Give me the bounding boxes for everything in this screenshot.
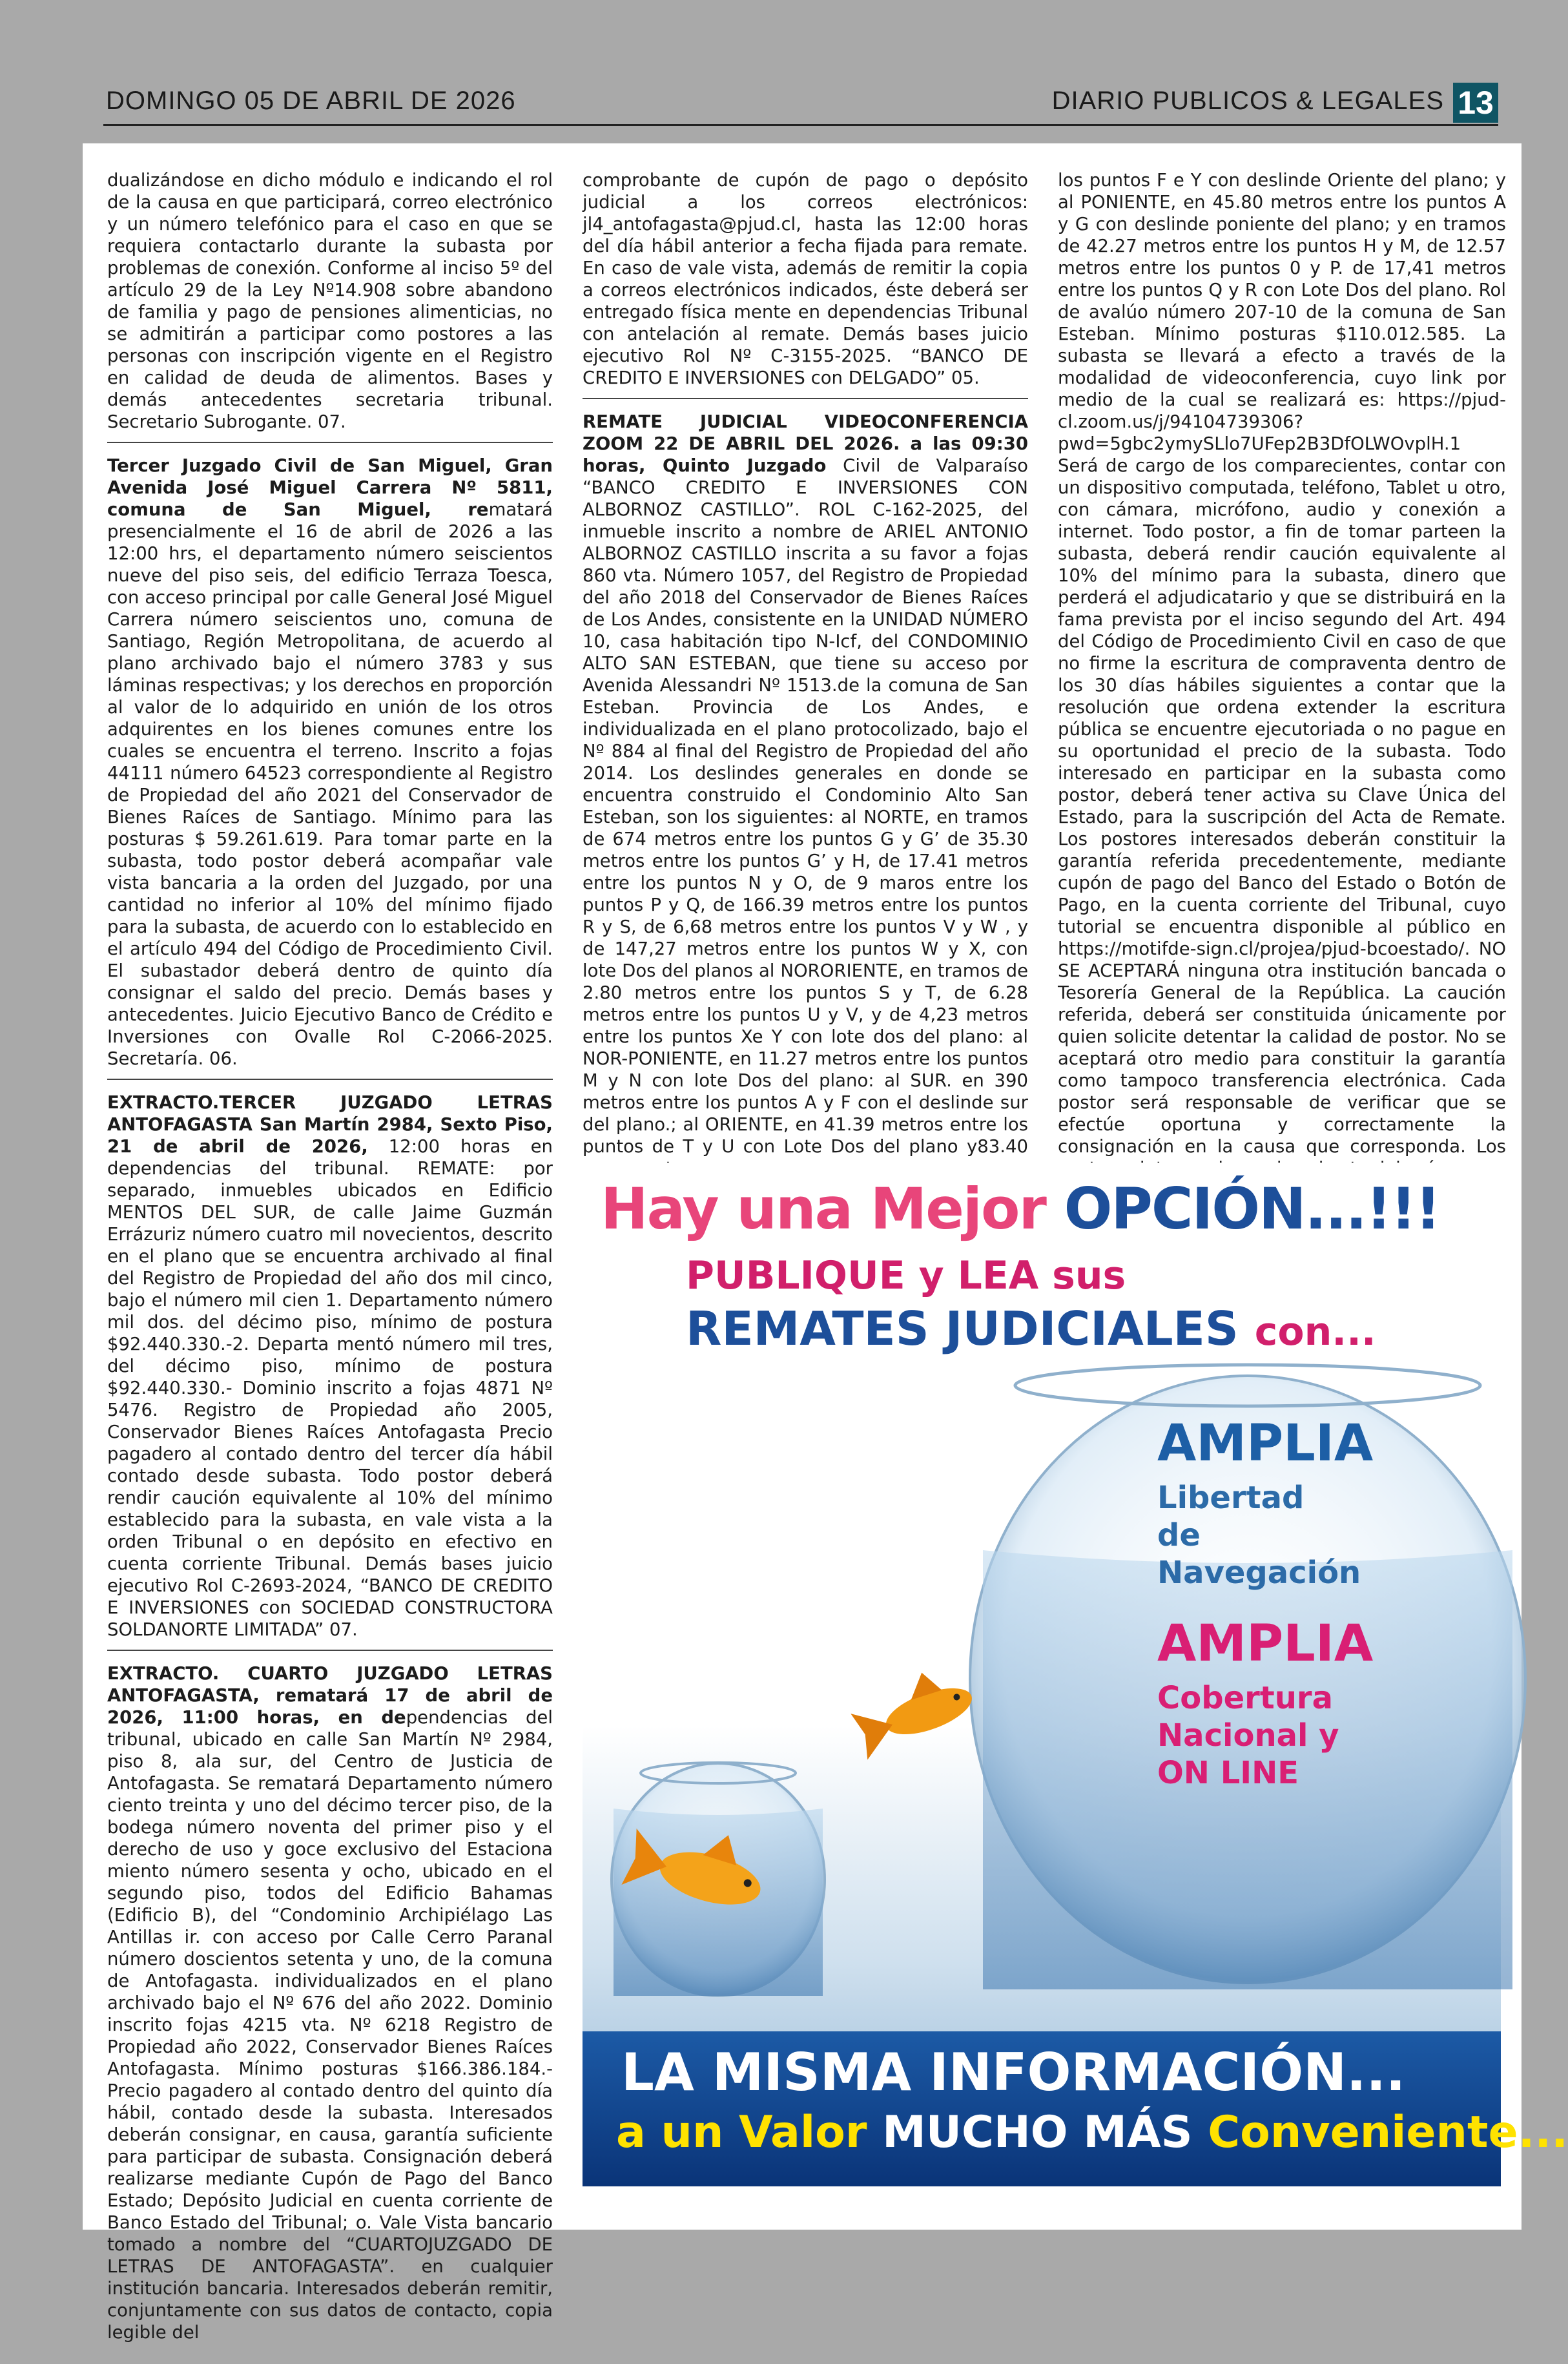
column-3: [1058, 169, 1506, 1200]
notice-continuation: los puntos F e Y con deslinde Oriente del plano; y al PONIENTE, en 45.80 metros entre los puntos A y G con deslinde poniente del plano; y en tramos de 42.27 metros entre los puntos H y M, de 12.57 metros entre los puntos 0 y P. de 17,41 metros entre los puntos Q y R con Lote Dos del plano. Rol de avalúo número 207-10 de la comuna de San Esteban. Mínimo posturas $110.012.585. La subasta se llevará a efecto a través de la modalidad de videoconferencia, cuyo link por medio de la cual se realizará es: https://pjud-cl.zoom.us/j/94104739306?pwd=5gbc2ymySLlo7UFep2B3DfOLWOvplH.1 Será de cargo de los comparecientes, contar con un dispositivo computada, teléfono, Tablet u otro, con cámara, micrófono, audio y conexión a internet. Todo postor, a fin de tomar parteen la subasta, deberá rendir caución equivalente al 10% del mínimo para la subasta, dinero que perderá el adjudicatario y que se distribuirá en la fama prevista por el inciso segundo del Art. 494 del Código de Procedimiento Civil en caso de que no firme la escritura de compraventa dentro de los 30 días hábiles siguientes a contar que la resolución que ordena extender la escritura pública se encuentre ejecutoriada o no pague en su oportunidad el precio de la subasta. Todo interesado en participar en la subasta como postor, deberá tener activa su Clave Única del Estado, para la suscripción del Acta de Remate. Los postores interesados deberán constituir la garantía referida precedentemente, mediante cupón de pago del Banco del Estado o Botón de Pago, en la cuenta corriente del Tribunal, cuyo tutorial se encuentra disponible al público en https://motifde-sign.cl/projea/pjud-bcoestado/. NO SE ACEPTARÁ ninguna otra institución bancada o Tesorería General de la República. La caución referida, deberá ser constituida únicamente por quien solicite detentar la calidad de postor. No se aceptará otro medio para constituir la garantía como tampoco transferencia electrónica. Cada postor será responsable de verificar que se efectúe oportuna y correctamente la consignación en la causa que corresponda. Los: [1058, 170, 1506, 1157]
page-number-badge: 13: [1453, 83, 1498, 123]
amplia-1-sub: Libertad de Navegación: [1157, 1480, 1361, 1591]
amplia-2: AMPLIA: [1157, 1615, 1374, 1673]
notice-remate-videoconferencia: REMATE JUDICIAL VIDEOCONFERENCIA ZOOM 22 DE ABRIL DEL 2026. a las 09:30 horas, Quinto Juzgado Civil de Valparaíso “BANCO CREDITO E INVERSIONES CON ALBORNOZ CASTILLO”. ROL C-162-2025, del inmueble inscrito a nombre de ARIEL ANTONIO ALBORNOZ CASTILLO inscrita a su favor a fojas 860 vta. Número 1057, del Registro de Propiedad del año 2018 del Conservador de Bienes Raíces de Los Andes, consistente en la UNIDAD NÚMERO 10, casa habitación tipo N-Icf, del CONDOMINIO ALTO SAN ESTEBAN, que tiene su acceso por Avenida Alessandri Nº 1513.de la comuna de San Esteban. Provincia de Los Andes, e individualizada en el plano protocolizado, bajo el Nº 884 al final del Registro de Propiedad del año 2014. Los deslindes generales en donde se encuentra construido el Condominio Alto San Esteban, son los siguientes: al NORTE, en tramos de 674 metros entre los puntos G y G’ de 35.30 metros entre los puntos G’ y H, de 17.41 metros entre los puntos N y O, de 9 maros entre los puntos P y Q, de 166.39 metros entre los puntos R y S, de 6,68 metros entre los puntos V y W , y de 147,27 metros entre los puntos W y X, con lote Dos del planos al NORORIENTE, en tramos de 2.80 metros entre los puntos S y T, de 6.28 metros entre los puntos U y V, y de 4,23 metros entre los puntos Xe Y con lote dos del plano: al NOR-PONIENTE, en 11.27 metros entre los puntos M y N con lote Dos del plano: al SUR. en 390 metros entre los puntos A y F con el deslinde sur del plano.; al ORIENTE, en 41.39 metros entre los puntos de T y U con Lote Dos del plano y83.40: [583, 411, 1028, 1157]
jumping-fish-icon: [846, 1659, 980, 1759]
advertisement: [583, 1163, 1568, 2186]
notice-tercer-juzgado-antofagasta: EXTRACTO.TERCER JUZGADO LETRAS ANTOFAGASTA San Martín 2984, Sexto Piso, 21 de abril de 2026, 12:00 horas en dependencias del tribunal. REMATE: por separado, inmuebles ubicados en Edificio MENTOS DEL SUR, de calle Jaime Guzmán Errázuriz número cuatro mil novecientos, descrito en el plano que se encuentra archivado al final del Registro de Propiedad del año dos mil cinco, bajo el número mil cien 1. Departamento número mil dos. del décimo piso, mínimo de postura $92.440.330.-2. Departa mentó número mil tres, del décimo piso, mínimo de postura $92.440.330.- Dominio inscrito a fojas 4871 Nº 5476. Registro de Propiedad año 2005, Conservador Bienes Raíces Antofagasta Precio pagadero al contado dentro del tercer día hábil contado desde subasta. Todo postor deberá rendir caución equivalente al 10% del mínimo establecido para la subasta, en vale vista a la orden Tribunal o en depósito en efectivo en cuenta corriente Tribunal. Demás bases juicio ejecutivo Rol C-2693-2024, “BANCO DE CREDITO E INVERSIONES con SOCIEDAD CONSTRUCTORA SOLDANORTE LIMITADA” 07.: [107, 1092, 553, 1651]
ad-subheadline: PUBLIQUE y LEA sus: [686, 1253, 1126, 1298]
page-header: [103, 83, 1498, 126]
notice-continuation: dualizándose en dicho módulo e indicando el rol de la causa en que participará, correo electrónico y un número telefónico para el caso en que se requiera contactarlo durante la subasta por problemas de conexión. Conforme al inciso 5º del artículo 29 de la Ley Nº14.908 sobre abandono de familia y pago de pensiones alimenticias, no se admitirán a participar como postores a las personas con inscripción vigente en el Registro en calidad de deuda de alimentos. Bases y demás antecedentes secretaria tribunal. Secretario Subrogante. 07.: [107, 169, 553, 443]
newspaper-name: DIARIO PUBLICOS & LEGALES: [1051, 87, 1444, 115]
amplia-1: AMPLIA: [1157, 1415, 1374, 1473]
issue-date: DOMINGO 05 DE ABRIL DE 2026: [106, 87, 516, 115]
ad-banner-line-1: LA MISMA INFORMACIÓN...: [621, 2042, 1406, 2102]
column-1: [107, 169, 553, 2364]
amplia-2-sub: Cobertura Nacional y ON LINE: [1157, 1680, 1339, 1791]
notice-continuation: comprobante de cupón de pago o depósito judicial a los correos electrónicos: jl4_antofagasta@pjud.cl, hasta las 12:00 horas del día hábil anterior a fecha fijada para remate. En caso de vale vista, además de remitir la copia a correos electrónicos indicados, éste deberá ser entregado física mente en dependencias Tribunal con antelación al remate. Demás bases juicio ejecutivo Rol Nº C-3155-2025. “BANCO DE CREDITO E INVERSIONES con DELGADO” 05.: [583, 169, 1028, 399]
ad-subheadline-2: REMATES JUDICIALES con...: [686, 1301, 1376, 1356]
ad-banner-line-2: a un Valor MUCHO MÁS Conveniente...: [616, 2107, 1568, 2158]
ad-headline: Hay una Mejor OPCIÓN...!!!: [601, 1176, 1440, 1242]
notice-cuarto-juzgado-antofagasta: EXTRACTO. CUARTO JUZGADO LETRAS ANTOFAGASTA, rematará 17 de abril de 2026, 11:00 horas, en dependencias del tribunal, ubicado en calle San Martín Nº 2984, piso 8, ala sur, del Centro de Justicia de Antofagasta. Se rematará Departamento número ciento treinta y uno del décimo tercer piso, de la bodega número noventa del primer piso y el derecho de uso y goce exclusivo del Estaciona miento número sesenta y ocho, ubicado en el segundo piso, todos del Edificio Bahamas (Edificio B), del “Condominio Archipiélago Las Antillas ir. con acceso por Calle Cerro Paranal número doscientos setenta y uno, de la comuna de Antofagasta. individualizados en el plano archivado bajo el Nº 676 del año 2022. Dominio inscrito fojas 4215 vta. Nº 6218 Registro de Propiedad año 2022, Conservador Bienes Raíces Antofagasta. Mínimo posturas $166.386.184.- Precio pagadero al contado dentro del quinto día hábil, contado desde la subasta. Interesados deberán consignar, en causa, garantía suficiente para participar de subasta. Consignación deberá realizarse mediante Cupón de Pago del Banco Estado; Depósito Judicial en cuenta corriente de Banco Estado del Tribunal; o. Vale Vista bancario tomado a nombre del “CUARTOJUZGADO DE LETRAS DE ANTOFAGASTA”. en cualquier institución bancaria. Interesados deberán remitir, conjuntamente con sus datos de contacto, copia legible del: [107, 1663, 553, 2343]
column-2: [583, 169, 1028, 1200]
notice-san-miguel: Tercer Juzgado Civil de San Miguel, Gran Avenida José Miguel Carrera Nº 5811, comuna de San Miguel, rematará presencialmente el 16 de abril de 2026 a las 12:00 hrs, el departamento número seiscientos nueve del piso seis, del edificio Terraza Toesca, con acceso principal por calle General José Miguel Carrera número seiscientos uno, comuna de Santiago, Región Metropolitana, de acuerdo al plano archivado bajo el número 3783 y sus láminas respectivas; y los derechos en proporción al valor de lo adquirido en unión de los otros adquirentes en los bienes comunes entre los cuales se encuentra el terreno. Inscrito a fojas 44111 número 64523 correspondiente al Registro de Propiedad del año 2021 del Conservador de Bienes Raíces de Santiago. Mínimo para las posturas $ 59.261.619. Para tomar parte en la subasta, todo postor deberá acompañar vale vista bancaria a la orden del Juzgado, por una cantidad no inferior al 10% del mínimo fijado para la subasta, de acuerdo con lo establecido en el artículo 494 del Código de Procedimiento Civil. El subastador deberá dentro de quinto día consignar el saldo del precio. Demás bases y antecedentes. Juicio Ejecutivo Banco de Crédito e Inversiones con Ovalle Rol C-2066-2025. Secretaría. 06.: [107, 455, 553, 1080]
